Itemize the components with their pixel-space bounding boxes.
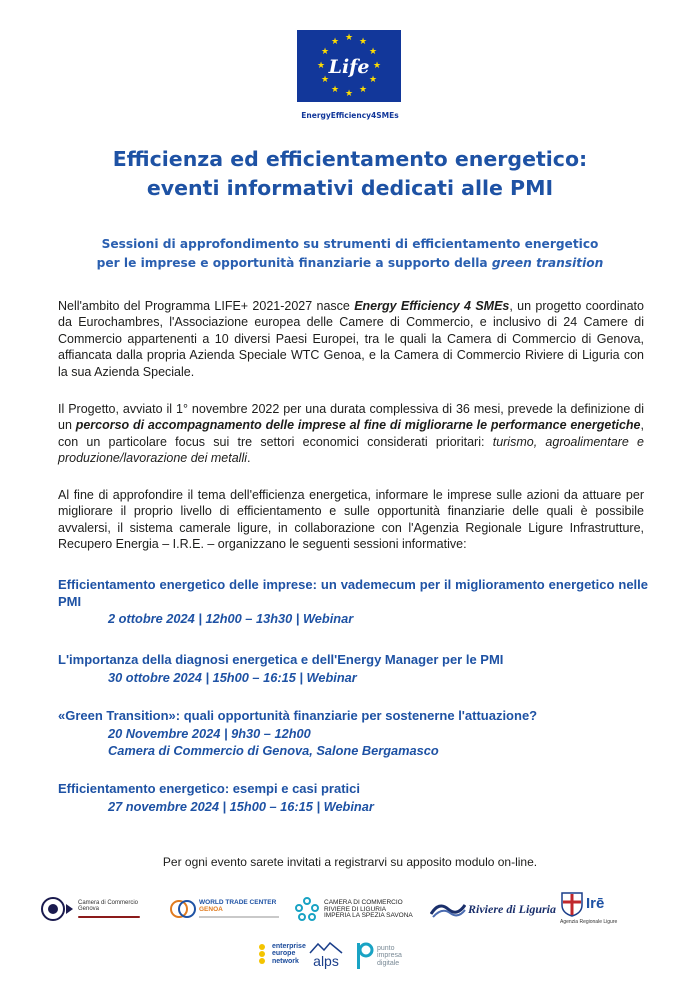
svg-text:★: ★ bbox=[344, 89, 354, 99]
event-item bbox=[58, 781, 648, 815]
wtc-globe-icon bbox=[170, 898, 196, 920]
subtitle-line-2 bbox=[40, 254, 660, 273]
logo-camera-genova bbox=[40, 896, 140, 922]
p2-text-c: . bbox=[247, 451, 251, 466]
svg-text:★: ★ bbox=[320, 47, 330, 57]
logo-alps bbox=[309, 942, 343, 969]
svg-text:★: ★ bbox=[368, 47, 378, 57]
pid-icon bbox=[354, 941, 374, 971]
een-logo-line3: network bbox=[272, 957, 299, 965]
event-item bbox=[58, 577, 648, 627]
riviere-waves-icon bbox=[430, 899, 466, 919]
genova-logo-swoosh bbox=[78, 916, 140, 918]
event-detail: 2 ottobre 2024 | 12h00 – 13h30 | Webinar bbox=[108, 611, 354, 626]
ire-logo-name: Irē bbox=[586, 895, 605, 913]
event-title: Efficientamento energetico delle imprese: un vademecum per il miglioramento energetico nelle PMI bbox=[58, 577, 648, 609]
alps-logo-name: alps bbox=[313, 953, 339, 969]
riviere-logo-name: Riviere di Liguria bbox=[468, 901, 556, 916]
p2-sectors: turismo, agroalimentare e produzione/lavorazione dei metalli bbox=[58, 434, 644, 466]
cc-riviere-line3: IMPERIA LA SPEZIA SAVONA bbox=[324, 912, 413, 920]
svg-text:★: ★ bbox=[320, 75, 330, 85]
wtc-logo-line1: WORLD TRADE CENTER bbox=[199, 898, 277, 906]
event-detail: 20 Novembre 2024 | 9h30 – 12h00 bbox=[108, 725, 311, 741]
subtitle bbox=[40, 235, 660, 273]
pid-logo-line1: punto bbox=[377, 944, 395, 952]
een-logo-line1: enterprise bbox=[272, 942, 306, 950]
logo-enterprise-europe-network bbox=[255, 942, 306, 966]
title-line-1: Efficienza ed efficientamento energetico: bbox=[112, 147, 588, 171]
liguria-shield-icon bbox=[560, 891, 584, 917]
logo-ire bbox=[560, 891, 617, 925]
svg-text:★: ★ bbox=[330, 85, 340, 95]
svg-text:★: ★ bbox=[358, 37, 368, 47]
wtc-logo-rule bbox=[199, 916, 279, 918]
registration-note: Per ogni evento sarete invitati a registrarvi su apposito modulo on-line. bbox=[162, 855, 538, 869]
p2-text-b: , con un particolare focus sui tre settori economici considerati prioritari: bbox=[58, 418, 644, 449]
svg-text:★: ★ bbox=[330, 37, 340, 47]
paragraph-1 bbox=[58, 298, 644, 380]
event-item bbox=[58, 708, 648, 759]
pid-logo-line3: digitale bbox=[377, 959, 400, 967]
svg-text:★: ★ bbox=[372, 61, 382, 71]
event-title: L'importanza della diagnosi energetica e dell'Energy Manager per le PMI bbox=[58, 652, 504, 667]
p2-text-a: Il Progetto, avviato il 1° novembre 2022 per una durata complessiva di 36 mesi, prevede la definizione di un bbox=[58, 402, 644, 433]
paragraph-2 bbox=[58, 401, 644, 467]
cc-riviere-emblem-icon bbox=[294, 896, 320, 924]
event-title: «Green Transition»: quali opportunità finanziarie per sostenerne l'attuazione? bbox=[58, 708, 538, 723]
genova-logo-line1: Camera di Commercio bbox=[78, 899, 139, 906]
een-stars-icon bbox=[255, 942, 269, 966]
event-item bbox=[58, 652, 648, 686]
subtitle-line-2-text: per le imprese e opportunità finanziarie a supporto della bbox=[96, 256, 492, 270]
svg-text:★: ★ bbox=[358, 85, 368, 95]
svg-text:★: ★ bbox=[368, 75, 378, 85]
ire-logo-subtitle: Agenzia Regionale Ligure bbox=[560, 919, 618, 925]
subtitle-line-1: Sessioni di approfondimento su strumenti di efficientamento energetico bbox=[101, 237, 599, 251]
title-line-2: eventi informativi dedicati alle PMI bbox=[146, 176, 554, 200]
eu-stars-icon bbox=[297, 30, 401, 102]
life-logo-text: Life bbox=[328, 56, 370, 78]
genova-logo-line2: Genova bbox=[78, 906, 100, 912]
subtitle-italic: green transition bbox=[491, 256, 604, 270]
svg-text:★: ★ bbox=[344, 33, 354, 43]
genova-emblem-icon bbox=[40, 896, 74, 922]
logo-punto-impresa-digitale bbox=[354, 941, 402, 971]
logo-cc-riviere bbox=[294, 896, 413, 924]
wtc-logo-line2: GENOA bbox=[199, 905, 223, 913]
logo-wtc-genoa bbox=[170, 898, 279, 920]
cc-riviere-line1: CAMERA DI COMMERCIO bbox=[324, 898, 403, 906]
een-logo-line2: europe bbox=[272, 950, 296, 958]
p1-project-name: Energy Efficiency 4 SMEs bbox=[354, 299, 510, 313]
p1-text-b: , un progetto coordinato da Eurochambres, l'Associazione europea delle Camere di Commercio, e inclusivo di 24 Camere di Commercio appartenenti a 10 diversi Paesi Europei, tra le quali la Camera di Commercio di Genova, affiancata dalla propria Azienda Speciale WTC Genoa, e la Camera di Commercio Riviere di Liguria con la sua Azienda Speciale. bbox=[58, 299, 644, 379]
svg-text:★: ★ bbox=[316, 61, 326, 71]
paragraph-3: Al fine di approfondire il tema dell'efficienza energetica, informare le imprese sulle azioni da attuare per migliorare il proprio livello di efficientamento e sulle opportunità finanziarie delle quali è possibile avvalersi, il sistema camerale ligure, in collaborazione con l'Agenzia Regionale Ligure Infrastrutture, Recupero Energia – I.R.E. – organizzano le seguenti sessioni informative: bbox=[58, 488, 644, 552]
event-title: Efficientamento energetico: esempi e casi pratici bbox=[58, 781, 360, 796]
event-location: Camera di Commercio di Genova, Salone Bergamasco bbox=[108, 742, 439, 758]
p1-text-a: Nell'ambito del Programma LIFE+ 2021-2027 nasce bbox=[58, 299, 355, 313]
event-detail: 27 novembre 2024 | 15h00 – 16:15 | Webinar bbox=[108, 798, 374, 814]
cc-riviere-line2: RIVIERE DI LIGURIA bbox=[324, 905, 387, 913]
pid-logo-line2: impresa bbox=[377, 952, 402, 960]
p2-emphasis: percorso di accompagnamento delle imprese al fine di migliorarne le performance energetiche bbox=[75, 418, 641, 433]
event-detail: 30 ottobre 2024 | 15h00 – 16:15 | Webinar bbox=[108, 669, 357, 685]
logo-riviere-liguria bbox=[430, 899, 556, 919]
program-name: EnergyEfficiency4SMEs bbox=[301, 111, 399, 120]
page-title bbox=[40, 145, 660, 203]
life-logo bbox=[297, 30, 401, 102]
